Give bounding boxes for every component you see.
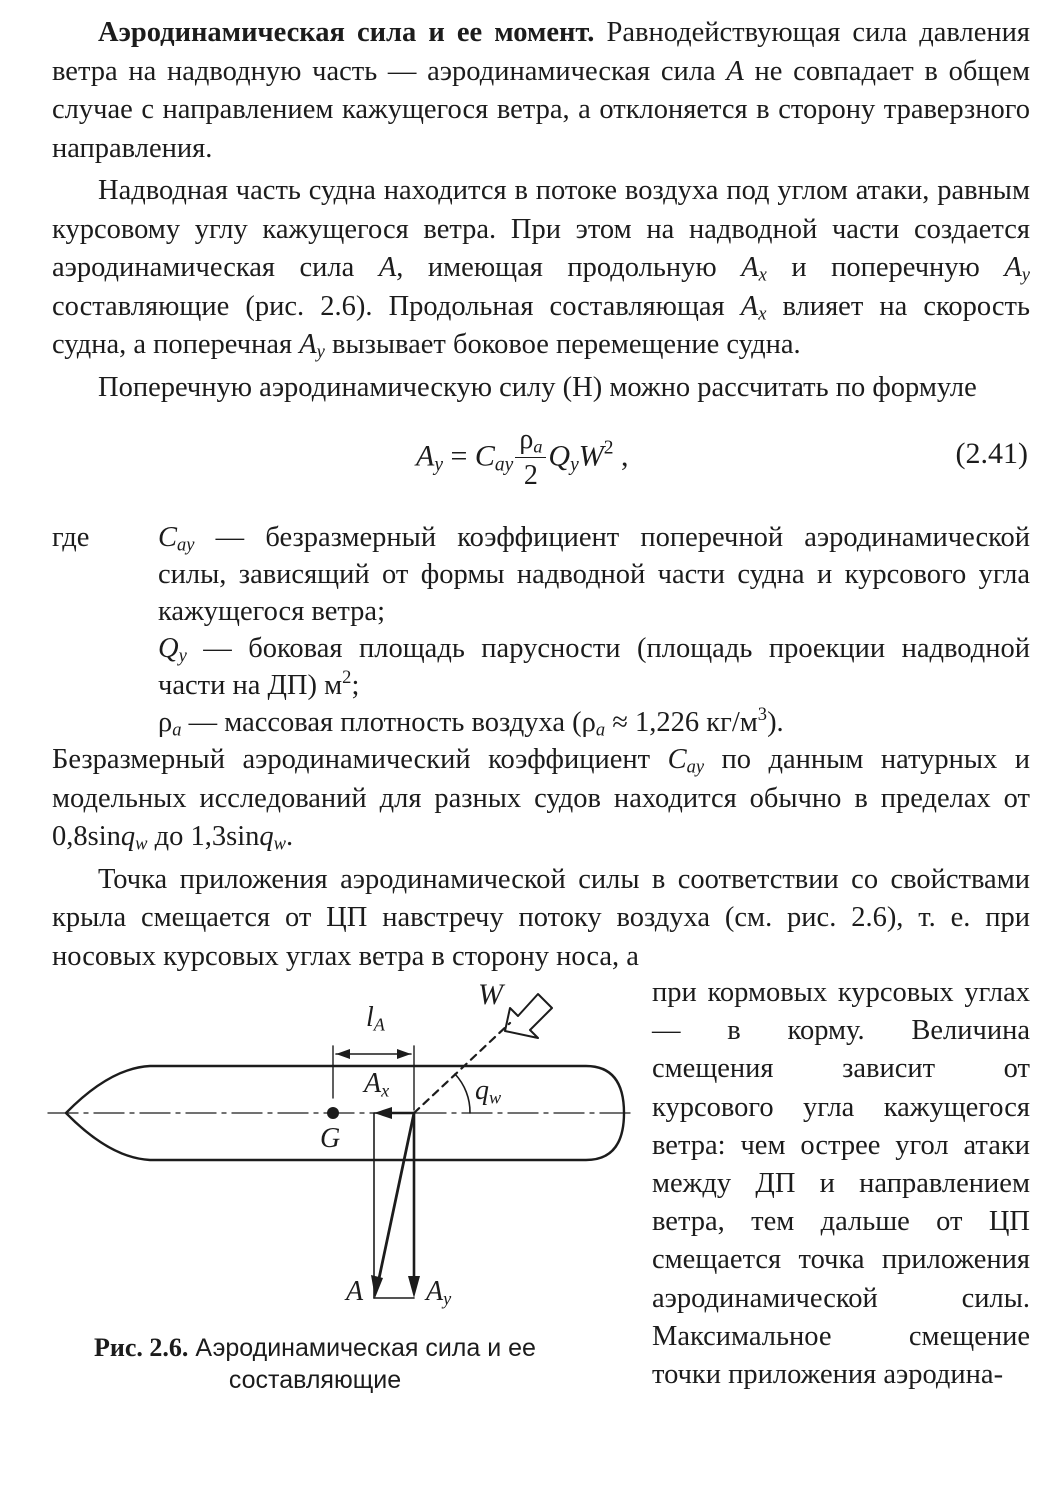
page (52, 14, 1030, 1418)
label-la: $l_A$ (366, 1002, 385, 1035)
formula-expression: $A_y = C_{ay}$ $\frac{\rho_a}{2}$ $Q_yW^2$ , (416, 423, 628, 494)
definitions-list (52, 519, 1030, 741)
definition-rho: $\rho_a$ — массовая плотность воздуха ($\rho_a \approx 1,226$ $кг/м^3$). (158, 703, 784, 741)
label-a: A (346, 1276, 364, 1307)
wind-arrow-icon (505, 994, 552, 1038)
a-resultant-vector (377, 1113, 414, 1288)
label-w: W (478, 978, 503, 1011)
paragraph-3: Поперечную аэродинамическую силу (Н) можно рассчитать по формуле (98, 371, 977, 403)
label-ax: $A_x$ (364, 1068, 390, 1101)
ay-arrowhead (408, 1276, 420, 1298)
equation-number: (2.41) (955, 437, 1028, 470)
formula-2-41 (52, 415, 1030, 513)
side-column-text: при кормовых курсовых углах — в корму. Величина смещения зависит от курсового угла кажущегося ветра: чем острее угол атаки между ДП и направлением ветра, тем дальше от ЦП смещается точка приложения аэродинамической силы. Максимальное смещение точки приложения аэродина- (652, 977, 1030, 1391)
figure-caption: Рис. 2.6. Аэродинамическая сила и ее составляющие (94, 1333, 536, 1394)
paragraph-5: Точка приложения аэродинамической силы в соответствии со свойствами крыла смещается от ЦП навстречу потоку воздуха (см. рис. 2.6), т. е. при носовых курсовых углах ветра в сторону носа, а (52, 863, 1030, 972)
figure-2-6 (0, 978, 640, 1418)
angle-arc-qw (455, 1074, 470, 1113)
la-arrowhead-left (336, 1049, 350, 1059)
label-ay: $A_y$ (426, 1276, 452, 1309)
figure-block (52, 978, 1030, 1418)
label-g: G (320, 1123, 341, 1154)
label-qw: $q_w$ (475, 1075, 502, 1108)
a-arrowhead (371, 1275, 383, 1298)
where-label: где (52, 522, 90, 553)
ax-arrowhead (374, 1107, 392, 1119)
definition-qy: $Q_y$ — боковая площадь парусности (площадь проекции надводной части на ДП) $м^2$; (158, 633, 1030, 701)
definition-cay: $C_{ay}$ — безразмерный коэффициент поперечной аэродинамической силы, зависящий от формы надводной части судна и курсового угла кажущегося ветра; (158, 522, 1030, 627)
center-point-g (327, 1107, 339, 1119)
paragraph-1: Аэродинамическая сила и ее момент. Равнодействующая сила давления ветра на надводную часть — аэродинамическая сила A не совпадает в общем случае с направлением кажущегося ветра, а отклоняется в сторону траверзного направления. (52, 17, 1030, 164)
section-heading: Аэродинамическая сила и ее момент. (98, 17, 595, 48)
paragraph-2: Надводная часть судна находится в потоке воздуха под углом атаки, равным курсовому углу кажущегося ветра. При этом на надводной части создается аэродинамическая сила A, имеющая продольную $A_x$ и поперечную $A_y$ составляющие (рис. 2.6). Продольная составляющая $A_x$ влияет на скорость судна, а поперечная $A_y$ вызывает боковое перемещение судна. (52, 175, 1030, 363)
la-arrowhead-right (397, 1049, 411, 1059)
paragraph-4: Безразмерный аэродинамический коэффициент $C_{ay}$ по данным натурных и модельных исследований для разных судов находится обычно в пределах от 0,8sinq$_w$ до 1,3sinq$_w$. (52, 744, 1030, 855)
formula-fraction: $\frac{\rho_a}{2}$ (515, 423, 546, 494)
